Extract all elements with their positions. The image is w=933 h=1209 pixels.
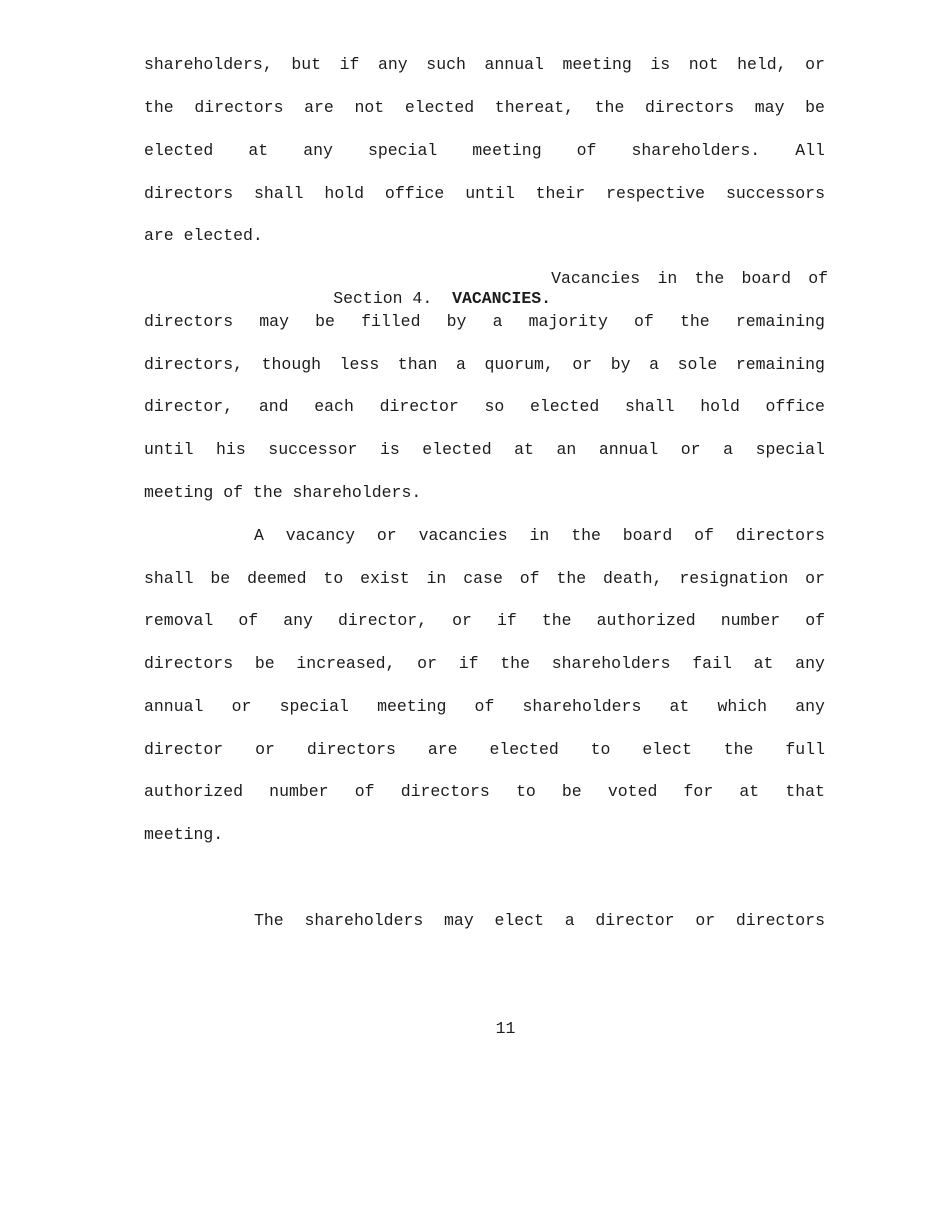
word: his <box>216 440 246 459</box>
word: fail <box>692 654 732 673</box>
word: the <box>679 312 710 331</box>
page-number: 11 <box>495 1019 516 1038</box>
word: until <box>144 440 194 459</box>
word: that <box>785 782 825 801</box>
word: the <box>541 611 572 630</box>
word: vacancies <box>418 526 508 545</box>
word: of <box>694 526 714 545</box>
word: which <box>717 697 768 716</box>
word: at <box>248 141 269 160</box>
word: directors <box>144 184 234 203</box>
paragraph-4-line-1 <box>254 911 825 931</box>
word: or <box>452 611 472 630</box>
paragraph-1-line-3 <box>144 141 825 161</box>
word: at <box>514 440 534 459</box>
word: directors <box>735 911 825 930</box>
word: if <box>497 611 517 630</box>
word: or <box>805 55 825 74</box>
word: directors <box>645 98 735 117</box>
word: such <box>426 55 466 74</box>
word: filled <box>361 312 421 331</box>
word: a <box>649 355 660 374</box>
word: a <box>723 440 734 459</box>
paragraph-3-line-6 <box>144 740 825 760</box>
word: a <box>455 355 466 374</box>
paragraph-1-line-4 <box>144 184 825 204</box>
word: the <box>500 654 530 673</box>
word: in <box>426 569 447 588</box>
word: any <box>303 141 333 160</box>
section-4-line-3 <box>144 355 825 375</box>
word: directors, <box>144 355 244 374</box>
paragraph-1-line-5: are elected. <box>144 226 263 245</box>
word: successor <box>268 440 358 459</box>
word: are <box>427 740 458 759</box>
word: any <box>378 55 408 74</box>
paragraph-1-line-1 <box>144 55 825 75</box>
word: to <box>515 782 536 801</box>
word: elect <box>642 740 692 759</box>
word: of <box>805 611 825 630</box>
word: but <box>291 55 322 74</box>
section-4-line-2 <box>144 312 825 332</box>
word: meeting <box>472 141 542 160</box>
word: directors <box>400 782 490 801</box>
word: resignation <box>679 569 789 588</box>
word: Vacancies <box>551 269 641 288</box>
word: elected <box>422 440 492 459</box>
word: meeting <box>377 697 447 716</box>
word: be <box>561 782 582 801</box>
word: director <box>144 740 224 759</box>
word: or <box>695 911 716 930</box>
word: hold <box>700 397 740 416</box>
paragraph-3-line-1 <box>254 526 825 546</box>
word: if <box>458 654 479 673</box>
word: hold <box>324 184 365 203</box>
paragraph-3-line-7 <box>144 782 825 802</box>
word: shall <box>625 397 675 416</box>
word: removal <box>144 611 214 630</box>
word: the <box>594 98 625 117</box>
word: remaining <box>735 355 825 374</box>
word: directors <box>735 526 825 545</box>
word: of <box>354 782 375 801</box>
section-4-line-4 <box>144 397 825 417</box>
word: full <box>785 740 825 759</box>
word: and <box>258 397 289 416</box>
word: is <box>650 55 671 74</box>
word: or <box>417 654 437 673</box>
section-4-line-6: meeting of the shareholders. <box>144 483 422 502</box>
word: special <box>367 141 438 160</box>
word: at <box>739 782 760 801</box>
word: voted <box>607 782 658 801</box>
word: office <box>384 184 445 203</box>
word: board <box>741 269 792 288</box>
word: respective <box>606 184 706 203</box>
word: or <box>680 440 701 459</box>
paragraph-3-line-5 <box>144 697 825 717</box>
word: elected <box>144 141 214 160</box>
section-4-heading-line <box>254 269 829 308</box>
word: not <box>354 98 385 117</box>
word: or <box>255 740 275 759</box>
word: at <box>669 697 690 716</box>
word: at <box>753 654 774 673</box>
word: The <box>254 911 284 930</box>
word: the <box>723 740 754 759</box>
word: any <box>795 697 825 716</box>
word: by <box>610 355 631 374</box>
word: of <box>519 569 540 588</box>
paragraph-3-line-4 <box>144 654 825 674</box>
word: shareholders. <box>631 141 761 160</box>
word: director, <box>337 611 428 630</box>
word: the <box>694 269 725 288</box>
word: or <box>231 697 252 716</box>
word: majority <box>528 312 608 331</box>
word: the <box>556 569 587 588</box>
word: in <box>529 526 550 545</box>
paragraph-3-line-3 <box>144 611 825 631</box>
word: remaining <box>735 312 825 331</box>
word: though <box>261 355 322 374</box>
word: director <box>379 397 459 416</box>
word: to <box>590 740 611 759</box>
section-heading: VACANCIES. <box>452 289 552 308</box>
word: shareholders <box>522 697 642 716</box>
word: than <box>397 355 438 374</box>
word: shareholders, <box>144 55 273 74</box>
word: death, <box>603 569 663 588</box>
word: A <box>254 526 264 545</box>
word: case <box>463 569 503 588</box>
word: elect <box>494 911 544 930</box>
word: be <box>254 654 275 673</box>
word: the <box>571 526 601 545</box>
word: any <box>283 611 313 630</box>
word: shall <box>254 184 304 203</box>
word: number <box>269 782 329 801</box>
word: if <box>339 55 360 74</box>
word: increased, <box>296 654 396 673</box>
word: of <box>634 312 654 331</box>
word: authorized <box>596 611 696 630</box>
paragraph-3-line-8: meeting. <box>144 825 224 844</box>
word: not <box>688 55 719 74</box>
word: may <box>259 312 289 331</box>
word: of <box>474 697 495 716</box>
word: elected <box>489 740 559 759</box>
word: shareholders <box>304 911 424 930</box>
word: their <box>535 184 586 203</box>
word: annual <box>144 697 204 716</box>
word: an <box>556 440 577 459</box>
word: for <box>683 782 714 801</box>
word: or <box>805 569 825 588</box>
word: until <box>465 184 515 203</box>
word: number <box>720 611 781 630</box>
word: be <box>210 569 231 588</box>
word: each <box>314 397 354 416</box>
word: be <box>315 312 335 331</box>
word: held, <box>737 55 787 74</box>
word: special <box>755 440 825 459</box>
word: quorum, <box>484 355 554 374</box>
word: thereat, <box>494 98 575 117</box>
word: so <box>484 397 505 416</box>
word: a <box>564 911 575 930</box>
word: of <box>238 611 259 630</box>
word: elected <box>404 98 475 117</box>
word: by <box>446 312 467 331</box>
word: a <box>492 312 503 331</box>
word: director, <box>144 397 234 416</box>
word: may <box>444 911 474 930</box>
word: less <box>339 355 380 374</box>
word: authorized <box>144 782 244 801</box>
word: meeting <box>562 55 632 74</box>
word: shall <box>144 569 194 588</box>
word: vacancy <box>285 526 356 545</box>
word: deemed <box>247 569 307 588</box>
word: All <box>795 141 825 160</box>
word: in <box>657 269 678 288</box>
word: director <box>595 911 675 930</box>
word: of <box>576 141 597 160</box>
word: or <box>376 526 397 545</box>
word: the <box>144 98 174 117</box>
word: sole <box>677 355 718 374</box>
word: board <box>622 526 673 545</box>
paragraph-1-line-2 <box>144 98 825 118</box>
section-4-first-line-rest <box>551 269 828 289</box>
word: of <box>808 269 829 288</box>
word: be <box>805 98 825 117</box>
word: directors <box>144 654 234 673</box>
word: annual <box>484 55 544 74</box>
section-4-line-5 <box>144 440 825 460</box>
word: directors <box>144 312 234 331</box>
word: special <box>279 697 349 716</box>
word: elected <box>530 397 600 416</box>
word: directors <box>306 740 396 759</box>
word: may <box>754 98 785 117</box>
word: exist <box>360 569 410 588</box>
word: or <box>572 355 593 374</box>
word: are <box>304 98 334 117</box>
word: annual <box>598 440 659 459</box>
word: successors <box>725 184 825 203</box>
section-label: Section 4. VACANCIES. <box>333 289 552 308</box>
paragraph-3-line-2 <box>144 569 825 589</box>
word: any <box>795 654 825 673</box>
word: directors <box>194 98 284 117</box>
word: is <box>379 440 400 459</box>
word: to <box>323 569 344 588</box>
word: shareholders <box>551 654 671 673</box>
word: office <box>765 397 825 416</box>
